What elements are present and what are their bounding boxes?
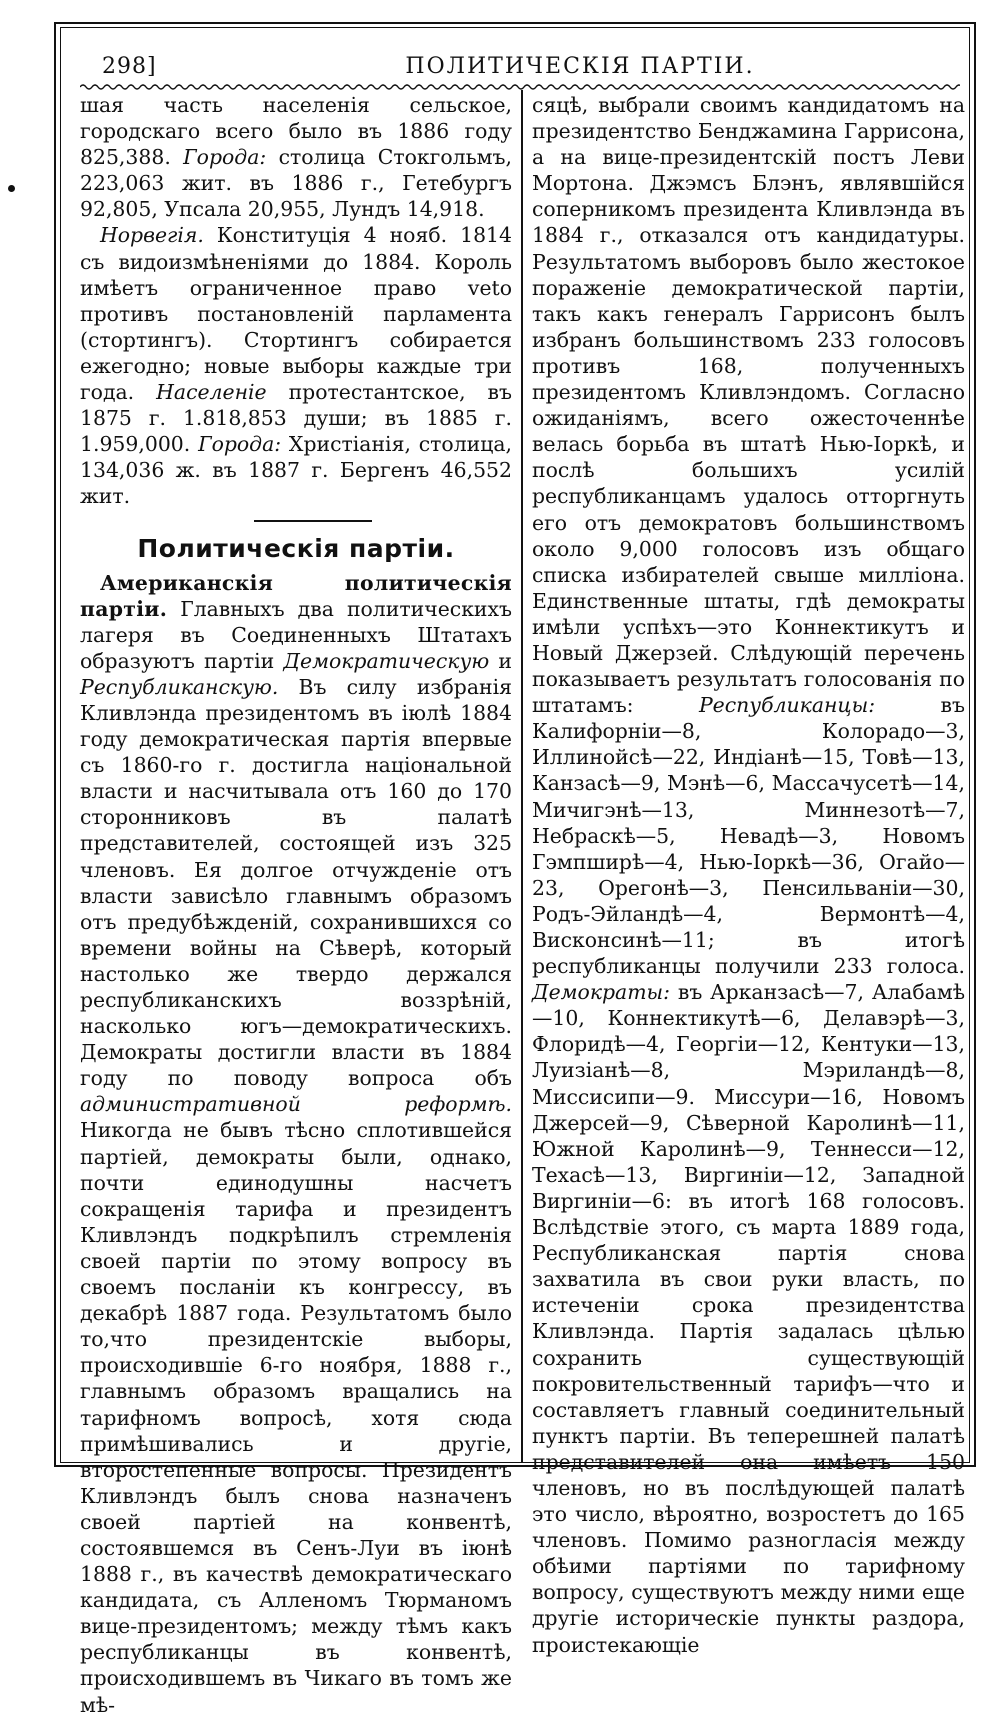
section-rule [254,520,372,522]
margin-dot [8,185,15,192]
paragraph-election-results: сяцѣ, выбрали своимъ кандидатомъ на президентство Бенджамина Гаррисона, а на вице-президентскій постъ Леви Мортона. Джэмсъ Блэнъ, являвшійся соперникомъ президента Кливлэнда въ 1884 г., отказался отъ кандидатуры. Результатомъ выборовъ было жестокое пораженіе демократической партіи, такъ какъ генералъ Гаррисонъ былъ избранъ большинствомъ 233 голосовъ противъ 168, полученныхъ президентомъ Кливлэндомъ. Согласно ожиданіямъ, всего ожесточеннѣе велась борьба въ штатѣ Нью-Іоркѣ, и послѣ большихъ усилій республиканцамъ удалось отторгнуть его отъ демократовъ большинствомъ около 9,000 голосовъ изъ общаго списка избирателей свыше милліона. Единственные штаты, гдѣ демократы имѣли успѣхъ—это Коннектикутъ и Новый Джерзей. Слѣдующій перечень показываетъ результатъ голосованія по штатамъ: Республиканцы: въ Калифорніи—8, Колорадо—3, Иллинойсѣ—22, Индіанѣ—15, Товѣ—13, Канзасѣ—9, Мэнѣ—6, Массачусетѣ—14, Мичигэнѣ—13, Миннезотѣ—7, Небраскѣ—5, Невадѣ—3, Новомъ Гэмпширѣ—4, Нью-Іоркѣ—36, Огайо—23, Орегонѣ—3, Пенсильваніи—30, Родъ-Эйландѣ—4, Вермонтѣ—4, Висконсинѣ—11; въ итогѣ республиканцы получили 233 голоса. Демократы: въ Арканзасѣ—7, Алабамѣ—10, Коннектикутѣ—6, Делавэрѣ—3, Флоридѣ—4, Георгіи—12, Кентуки—13, Луизіанѣ—8, Мэриландѣ—8, Миссисипи—9. Миссури—16, Новомъ Джерсей—9, Сѣверной Каролинѣ—11, Южной Каролинѣ—9, Теннесси—12, Техасѣ—13, Виргиніи—12, Западной Виргиніи—6: въ итогѣ 168 голосовъ. Вслѣдствіе этого, съ марта 1889 года, Республиканская партія снова захватила въ свои руки власть, по истеченіи срока президентства Кливлэнда. Партія задалась цѣлью сохранить существующій покровительственный тарифъ—что и составляетъ главный соединительный пунктъ партіи. Въ теперешней палатѣ представителей она имѣетъ 150 членовъ, но въ послѣдующей палатѣ это число, вѣроятно, возростетъ до 165 членовъ. Помимо разногласія между обѣими партіями по тарифному вопросу, существуютъ между ними еще другіе историческіе пункты раздора, проистекающіе [532,93,965,1657]
page-number: 298] [102,54,157,79]
running-title: ПОЛИТИЧЕСКІЯ ПАРТІИ. [405,54,755,79]
paragraph-norway: Норвегія. Конституція 4 нояб. 1814 съ видоизмѣненіями до 1884. Король имѣетъ ограниченное право veto противъ постановленій парламента (стортингъ). Стортингъ собирается ежегодно; новые выборы каждые три года. Населеніе протестантское, въ 1875 г. 1.818,853 души; въ 1885 г. 1.959,000. Города: Христіанія, столица, 134,036 ж. въ 1887 г. Бергенъ 46,552 жит. [80,223,512,509]
page-header [80,52,960,86]
column-divider [521,90,523,1462]
header-wave-rule [80,82,960,92]
paragraph-american-parties: Американскія политическія партіи. Главныхъ два политическихъ лагеря въ Соединенныхъ Штатахъ образуютъ партіи Демократическую и Республиканскую. Въ силу избранія Кливлэнда президентомъ въ іюлѣ 1884 году демократическая партія впервые съ 1860-го г. достигла національной власти и насчитывала отъ 160 до 170 сторонниковъ въ палатѣ представителей, состоящей изъ 325 членовъ. Ея долгое отчужденіе отъ власти зависѣло главнымъ образомъ отъ предубѣжденій, сохранившихся со времени войны на Сѣверѣ, который настолько же твердо держался республиканскихъ воззрѣній, насколько югъ—демократическихъ. Демократы достигли власти въ 1884 году по поводу вопроса объ административной реформѣ. Никогда не бывъ тѣсно сплотившейся партіей, демократы были, однако, почти единодушны насчетъ сокращенія тарифа и президентъ Кливлэндъ подкрѣпилъ стремленія своей партіи по этому вопросу въ своемъ посланіи къ конгрессу, въ декабрѣ 1887 года. Результатомъ было то,что президентскіе выборы, происходившіе 6-го ноября, 1888 г., главнымъ образомъ вращались на тарифномъ вопросѣ, хотя сюда примѣшивались и другіе, второстепенные вопросы. Президентъ Кливлэндъ былъ снова назначенъ своей партіей на конвентѣ, состоявшемся въ Сенъ-Луи въ іюнѣ 1888 г., въ качествѣ демократическаго кандидата, съ Алленомъ Тюрманомъ вице-президентомъ; между тѣмъ какъ республиканцы въ конвентѣ, происходившемъ въ Чикаго въ томъ же мѣ- [80,570,512,1717]
section-title: Политическія партіи. [137,533,455,563]
right-column [532,92,965,1658]
paragraph-sweden-cities: шая часть населенія сельское, городскаго всего было въ 1886 году 825,388. Города: столица Стокгольмъ, 223,063 жит. въ 1886 г., Гетебургъ 92,805, Упсала 20,955, Лундъ 14,918. [80,93,512,222]
left-column [80,92,512,1718]
